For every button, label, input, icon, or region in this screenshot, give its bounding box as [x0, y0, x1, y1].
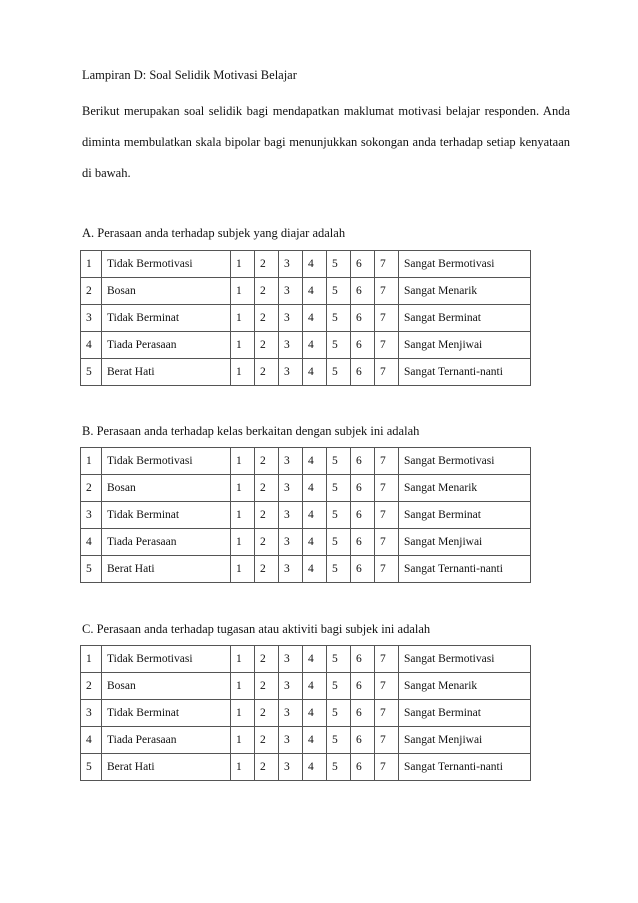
section-a-table — [80, 250, 531, 386]
row-number: 4 — [81, 727, 102, 754]
instructions-paragraph: Berikut merupakan soal selidik bagi mendapatkan maklumat motivasi belajar responden. Anda diminta membulatkan skala bipolar bagi menunjukkan sokongan anda terhadap setiap kenyataan di bawah. — [82, 104, 570, 180]
table-row — [81, 278, 531, 305]
section-a-title: A. Perasaan anda terhadap subjek yang diajar adalah — [82, 226, 346, 240]
scale-option[interactable]: 6 — [351, 448, 375, 475]
scale-option[interactable]: 2 — [255, 475, 279, 502]
scale-option[interactable]: 7 — [375, 448, 399, 475]
scale-option[interactable]: 3 — [279, 359, 303, 386]
scale-option[interactable]: 3 — [279, 502, 303, 529]
scale-option[interactable]: 5 — [327, 359, 351, 386]
scale-option[interactable]: 3 — [279, 332, 303, 359]
scale-option[interactable]: 7 — [375, 700, 399, 727]
positive-label: Sangat Bermotivasi — [399, 448, 531, 475]
positive-label: Sangat Berminat — [399, 502, 531, 529]
scale-option[interactable]: 4 — [303, 556, 327, 583]
scale-option[interactable]: 1 — [231, 754, 255, 781]
negative-label: Tidak Berminat — [102, 502, 231, 529]
row-number: 1 — [81, 646, 102, 673]
scale-option[interactable]: 2 — [255, 646, 279, 673]
scale-option[interactable]: 7 — [375, 251, 399, 278]
table-row — [81, 359, 531, 386]
row-number: 1 — [81, 251, 102, 278]
positive-label: Sangat Ternanti-nanti — [399, 556, 531, 583]
scale-option[interactable]: 7 — [375, 359, 399, 386]
section-c-title: C. Perasaan anda terhadap tugasan atau aktiviti bagi subjek ini adalah — [82, 622, 431, 636]
scale-option[interactable]: 2 — [255, 754, 279, 781]
scale-option[interactable]: 7 — [375, 646, 399, 673]
row-number: 2 — [81, 475, 102, 502]
scale-option[interactable]: 2 — [255, 502, 279, 529]
scale-option[interactable]: 2 — [255, 278, 279, 305]
scale-option[interactable]: 2 — [255, 673, 279, 700]
scale-option[interactable]: 7 — [375, 278, 399, 305]
scale-option[interactable]: 6 — [351, 754, 375, 781]
scale-option[interactable]: 6 — [351, 529, 375, 556]
scale-option[interactable]: 7 — [375, 556, 399, 583]
negative-label: Tidak Berminat — [102, 700, 231, 727]
scale-option[interactable]: 3 — [279, 251, 303, 278]
scale-option[interactable]: 5 — [327, 700, 351, 727]
positive-label: Sangat Ternanti-nanti — [399, 359, 531, 386]
positive-label: Sangat Menarik — [399, 673, 531, 700]
scale-option[interactable]: 7 — [375, 475, 399, 502]
scale-option[interactable]: 6 — [351, 278, 375, 305]
scale-option[interactable]: 1 — [231, 332, 255, 359]
scale-option[interactable]: 4 — [303, 502, 327, 529]
scale-option[interactable]: 7 — [375, 305, 399, 332]
scale-option[interactable]: 5 — [327, 278, 351, 305]
scale-option[interactable]: 5 — [327, 502, 351, 529]
scale-option[interactable]: 1 — [231, 727, 255, 754]
row-number: 4 — [81, 332, 102, 359]
scale-option[interactable]: 1 — [231, 646, 255, 673]
negative-label: Berat Hati — [102, 754, 231, 781]
scale-option[interactable]: 6 — [351, 359, 375, 386]
scale-option[interactable]: 2 — [255, 448, 279, 475]
scale-option[interactable]: 3 — [279, 305, 303, 332]
scale-option[interactable]: 7 — [375, 754, 399, 781]
table-row — [81, 502, 531, 529]
section-c-table — [80, 645, 531, 781]
table-row — [81, 305, 531, 332]
positive-label: Sangat Ternanti-nanti — [399, 754, 531, 781]
scale-option[interactable]: 4 — [303, 700, 327, 727]
row-number: 3 — [81, 305, 102, 332]
positive-label: Sangat Menjiwai — [399, 727, 531, 754]
negative-label: Tidak Bermotivasi — [102, 646, 231, 673]
scale-option[interactable]: 3 — [279, 754, 303, 781]
positive-label: Sangat Menjiwai — [399, 529, 531, 556]
scale-option[interactable]: 5 — [327, 673, 351, 700]
scale-option[interactable]: 1 — [231, 305, 255, 332]
positive-label: Sangat Menarik — [399, 278, 531, 305]
negative-label: Bosan — [102, 475, 231, 502]
scale-option[interactable]: 3 — [279, 700, 303, 727]
positive-label: Sangat Berminat — [399, 700, 531, 727]
scale-option[interactable]: 1 — [231, 700, 255, 727]
scale-option[interactable]: 6 — [351, 646, 375, 673]
scale-option[interactable]: 6 — [351, 556, 375, 583]
scale-option[interactable]: 6 — [351, 305, 375, 332]
scale-option[interactable]: 5 — [327, 332, 351, 359]
table-row — [81, 556, 531, 583]
table-row — [81, 332, 531, 359]
scale-option[interactable]: 4 — [303, 754, 327, 781]
scale-option[interactable]: 3 — [279, 529, 303, 556]
scale-option[interactable]: 6 — [351, 727, 375, 754]
section-b-title: B. Perasaan anda terhadap kelas berkaitan dengan subjek ini adalah — [82, 424, 420, 438]
scale-option[interactable]: 2 — [255, 251, 279, 278]
scale-option[interactable]: 4 — [303, 727, 327, 754]
row-number: 3 — [81, 700, 102, 727]
scale-option[interactable]: 5 — [327, 754, 351, 781]
negative-label: Berat Hati — [102, 359, 231, 386]
scale-option[interactable]: 4 — [303, 332, 327, 359]
table-row — [81, 700, 531, 727]
scale-option[interactable]: 7 — [375, 727, 399, 754]
scale-option[interactable]: 1 — [231, 251, 255, 278]
table-row — [81, 673, 531, 700]
document-title: Lampiran D: Soal Selidik Motivasi Belajar — [82, 68, 297, 82]
negative-label: Tidak Berminat — [102, 305, 231, 332]
scale-option[interactable]: 4 — [303, 529, 327, 556]
scale-option[interactable]: 2 — [255, 359, 279, 386]
scale-option[interactable]: 4 — [303, 305, 327, 332]
scale-option[interactable]: 3 — [279, 727, 303, 754]
scale-option[interactable]: 6 — [351, 502, 375, 529]
negative-label: Tiada Perasaan — [102, 529, 231, 556]
scale-option[interactable]: 6 — [351, 700, 375, 727]
scale-option[interactable]: 7 — [375, 529, 399, 556]
positive-label: Sangat Menarik — [399, 475, 531, 502]
row-number: 1 — [81, 448, 102, 475]
scale-option[interactable]: 6 — [351, 251, 375, 278]
scale-option[interactable]: 1 — [231, 556, 255, 583]
scale-option[interactable]: 4 — [303, 475, 327, 502]
scale-option[interactable]: 5 — [327, 251, 351, 278]
scale-option[interactable]: 5 — [327, 448, 351, 475]
scale-option[interactable]: 2 — [255, 332, 279, 359]
scale-option[interactable]: 1 — [231, 475, 255, 502]
row-number: 5 — [81, 556, 102, 583]
scale-option[interactable]: 4 — [303, 278, 327, 305]
scale-option[interactable]: 2 — [255, 700, 279, 727]
scale-option[interactable]: 5 — [327, 556, 351, 583]
scale-option[interactable]: 7 — [375, 673, 399, 700]
scale-option[interactable]: 6 — [351, 332, 375, 359]
positive-label: Sangat Bermotivasi — [399, 251, 531, 278]
negative-label: Tiada Perasaan — [102, 332, 231, 359]
row-number: 4 — [81, 529, 102, 556]
positive-label: Sangat Berminat — [399, 305, 531, 332]
scale-option[interactable]: 1 — [231, 448, 255, 475]
positive-label: Sangat Menjiwai — [399, 332, 531, 359]
negative-label: Berat Hati — [102, 556, 231, 583]
scale-option[interactable]: 1 — [231, 502, 255, 529]
table-row — [81, 251, 531, 278]
scale-option[interactable]: 3 — [279, 475, 303, 502]
scale-option[interactable]: 1 — [231, 278, 255, 305]
table-row — [81, 529, 531, 556]
negative-label: Tidak Bermotivasi — [102, 251, 231, 278]
scale-option[interactable]: 6 — [351, 475, 375, 502]
table-row — [81, 475, 531, 502]
scale-option[interactable]: 4 — [303, 673, 327, 700]
scale-option[interactable]: 5 — [327, 646, 351, 673]
scale-option[interactable]: 2 — [255, 305, 279, 332]
negative-label: Bosan — [102, 673, 231, 700]
scale-option[interactable]: 1 — [231, 529, 255, 556]
row-number: 2 — [81, 278, 102, 305]
scale-option[interactable]: 5 — [327, 727, 351, 754]
section-b-table — [80, 447, 531, 583]
scale-option[interactable]: 4 — [303, 251, 327, 278]
table-row — [81, 754, 531, 781]
scale-option[interactable]: 7 — [375, 502, 399, 529]
scale-option[interactable]: 1 — [231, 673, 255, 700]
scale-option[interactable]: 4 — [303, 359, 327, 386]
scale-option[interactable]: 2 — [255, 556, 279, 583]
scale-option[interactable]: 1 — [231, 359, 255, 386]
row-number: 2 — [81, 673, 102, 700]
scale-option[interactable]: 5 — [327, 305, 351, 332]
table-row — [81, 727, 531, 754]
row-number: 3 — [81, 502, 102, 529]
table-row — [81, 448, 531, 475]
negative-label: Bosan — [102, 278, 231, 305]
negative-label: Tiada Perasaan — [102, 727, 231, 754]
row-number: 5 — [81, 754, 102, 781]
row-number: 5 — [81, 359, 102, 386]
positive-label: Sangat Bermotivasi — [399, 646, 531, 673]
scale-option[interactable]: 5 — [327, 529, 351, 556]
scale-option[interactable]: 7 — [375, 332, 399, 359]
scale-option[interactable]: 3 — [279, 448, 303, 475]
scale-option[interactable]: 6 — [351, 673, 375, 700]
scale-option[interactable]: 4 — [303, 646, 327, 673]
scale-option[interactable]: 3 — [279, 278, 303, 305]
scale-option[interactable]: 2 — [255, 529, 279, 556]
negative-label: Tidak Bermotivasi — [102, 448, 231, 475]
table-row — [81, 646, 531, 673]
scale-option[interactable]: 3 — [279, 556, 303, 583]
scale-option[interactable]: 3 — [279, 673, 303, 700]
scale-option[interactable]: 3 — [279, 646, 303, 673]
scale-option[interactable]: 5 — [327, 475, 351, 502]
scale-option[interactable]: 2 — [255, 727, 279, 754]
scale-option[interactable]: 4 — [303, 448, 327, 475]
